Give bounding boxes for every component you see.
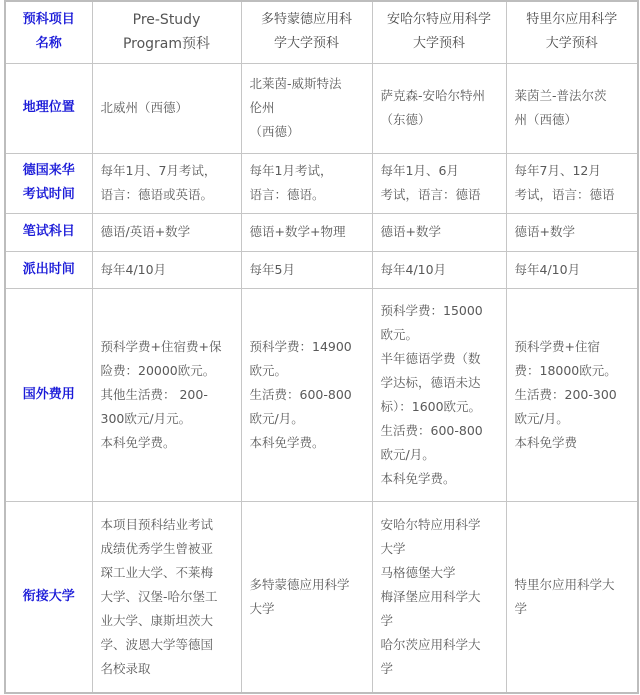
cell-exam-time-trier (506, 153, 638, 213)
cell-line: 业大学、康斯坦茨大 (100, 612, 214, 628)
row-label-location (5, 63, 92, 153)
table-row-overseas-costs (5, 288, 638, 501)
program-comparison-table (4, 0, 639, 694)
row-label-departure-time (5, 251, 92, 288)
cell-line: 生活费：600-800 (380, 422, 483, 438)
cell-line: 本科免学费。 (100, 434, 176, 450)
cell-line: 预科学费+住宿 (514, 338, 600, 354)
cell-line: 特里尔应用科学大 (514, 576, 615, 592)
cell-line: 预科学费+住宿费+保 (100, 338, 222, 354)
cell-line: 预科学费：15000 (380, 302, 483, 318)
cell-line: 本科免学费。 (380, 470, 456, 486)
cell-subjects-trier (506, 213, 638, 251)
cell-line: 梅泽堡应用科学大 (380, 588, 481, 604)
cell-line: 每年4/10月 (514, 261, 581, 277)
cell-line: 德语+数学 (514, 224, 575, 239)
cell-line: 学达标，德语未达 (380, 374, 481, 390)
cell-line: 考试，语言：德语 (380, 187, 481, 202)
cell-location-anhalt (372, 63, 506, 153)
cell-departure-prestudy (92, 251, 241, 288)
cell-line: 预科学费：14900 (249, 338, 352, 354)
cell-exam-time-anhalt (372, 153, 506, 213)
cell-line: 安哈尔特应用科学 (380, 516, 481, 532)
cell-line: 德语+数学 (380, 224, 441, 239)
cell-costs-dortmund (241, 288, 372, 501)
header-trier-program (506, 1, 638, 63)
row-label-linked-universities (5, 501, 92, 693)
cell-line: 欧元。 (249, 362, 288, 378)
cell-line: 每年5月 (249, 261, 295, 277)
row-label-line: 德国来华 (22, 163, 75, 178)
cell-line: 学 (514, 600, 528, 616)
cell-line: 伦州 (249, 100, 275, 115)
cell-line: 每年4/10月 (380, 261, 447, 277)
cell-line: 成绩优秀学生曾被亚 (100, 540, 214, 556)
cell-line: 每年1月、7月考试， (100, 163, 217, 178)
table-row-exam-time (5, 153, 638, 213)
cell-line: 多特蒙德应用科学 (249, 576, 350, 592)
cell-line: 名校录取 (100, 660, 151, 676)
cell-line: 生活费：600-800 (249, 386, 352, 402)
header-dortmund-program (241, 1, 372, 63)
header-line: 安哈尔特应用科学 (386, 12, 491, 28)
header-line: Pre-Study (132, 12, 201, 29)
row-label-exam-subjects (5, 213, 92, 251)
header-line: 学大学预科 (273, 36, 339, 52)
cell-line: 考试，语言：德语 (514, 187, 615, 202)
header-anhalt-program (372, 1, 506, 63)
cell-line: 费：18000欧元。 (514, 362, 617, 378)
cell-line: 德语+数学+物理 (249, 224, 346, 239)
cell-exam-time-dortmund (241, 153, 372, 213)
comparison-table-container (4, 0, 637, 694)
table-row-linked-universities (5, 501, 638, 693)
cell-line: 本科免学费。 (249, 434, 325, 450)
cell-departure-dortmund (241, 251, 372, 288)
cell-line: 北莱茵-威斯特法 (249, 76, 342, 91)
row-label-overseas-costs (5, 288, 92, 501)
row-label-line: 国外费用 (22, 386, 75, 402)
cell-exam-time-prestudy (92, 153, 241, 213)
cell-line: 欧元/月。 (514, 410, 569, 426)
cell-departure-trier (506, 251, 638, 288)
cell-line: 标）：1600欧元。 (380, 398, 482, 414)
cell-line: 险费：20000欧元。 (100, 362, 216, 378)
row-label-line: 地理位置 (22, 100, 75, 115)
cell-line: 语言：德语或英语。 (100, 187, 214, 202)
cell-line: 每年1月考试， (249, 163, 333, 178)
cell-departure-anhalt (372, 251, 506, 288)
header-line: 大学预科 (412, 36, 465, 52)
cell-line: 学 (380, 660, 394, 676)
cell-line: （西德） (249, 124, 300, 139)
cell-line: 大学 (249, 600, 275, 616)
cell-line: 哈尔茨应用科学大 (380, 636, 481, 652)
header-prestudy-program (92, 1, 241, 63)
header-label-line: 预科项目 (22, 12, 75, 28)
cell-line: 欧元/月。 (380, 446, 435, 462)
cell-universities-dortmund (241, 501, 372, 693)
cell-line: 琛工业大学、不莱梅 (100, 564, 214, 580)
cell-subjects-dortmund (241, 213, 372, 251)
cell-line: 本科免学费 (514, 434, 578, 450)
cell-line: 每年4/10月 (100, 261, 167, 277)
cell-universities-anhalt (372, 501, 506, 693)
cell-line: 300欧元/月元。 (100, 410, 192, 426)
header-line: 特里尔应用科学 (526, 12, 618, 28)
table-row-departure-time (5, 251, 638, 288)
cell-line: 大学 (380, 540, 406, 556)
cell-line: 本项目预科结业考试 (100, 516, 214, 532)
cell-line: 每年1月、6月 (380, 163, 459, 178)
row-label-line: 考试时间 (22, 187, 75, 202)
row-label-line: 衔接大学 (22, 588, 75, 604)
cell-location-dortmund (241, 63, 372, 153)
header-line: 大学预科 (545, 36, 598, 52)
header-line: Program预科 (122, 36, 211, 53)
cell-costs-anhalt (372, 288, 506, 501)
cell-line: 每年7月、12月 (514, 163, 601, 178)
cell-costs-prestudy (92, 288, 241, 501)
cell-location-trier (506, 63, 638, 153)
cell-line: 德语/英语+数学 (100, 224, 191, 239)
row-label-line: 笔试科目 (22, 224, 75, 239)
cell-subjects-anhalt (372, 213, 506, 251)
header-line: 多特蒙德应用科 (260, 12, 352, 28)
cell-line: 其他生活费： 200- (100, 386, 208, 402)
cell-universities-trier (506, 501, 638, 693)
cell-line: 学 (380, 612, 394, 628)
cell-line: 莱茵兰-普法尔茨 (514, 88, 607, 103)
cell-line: 欧元。 (380, 326, 419, 342)
table-row-location (5, 63, 638, 153)
cell-line: 半年德语学费（数 (380, 350, 481, 366)
cell-universities-prestudy (92, 501, 241, 693)
cell-line: 北威州（西德） (100, 100, 189, 115)
cell-line: 语言：德语。 (249, 187, 325, 202)
header-label-line: 名称 (35, 36, 62, 52)
cell-line: （东德） (380, 112, 431, 127)
row-label-line: 派出时间 (22, 261, 75, 277)
cell-line: 州（西德） (514, 112, 578, 127)
row-label-exam-time (5, 153, 92, 213)
cell-line: 马格德堡大学 (380, 564, 456, 580)
header-program-name-label (5, 1, 92, 63)
table-header-row (5, 1, 638, 63)
cell-line: 大学、汉堡-哈尔堡工 (100, 588, 218, 604)
cell-line: 学、波恩大学等德国 (100, 636, 214, 652)
cell-location-prestudy (92, 63, 241, 153)
cell-line: 欧元/月。 (249, 410, 304, 426)
cell-subjects-prestudy (92, 213, 241, 251)
table-row-exam-subjects (5, 213, 638, 251)
cell-line: 萨克森-安哈尔特州 (380, 88, 486, 103)
cell-costs-trier (506, 288, 638, 501)
cell-line: 生活费：200-300 (514, 386, 617, 402)
